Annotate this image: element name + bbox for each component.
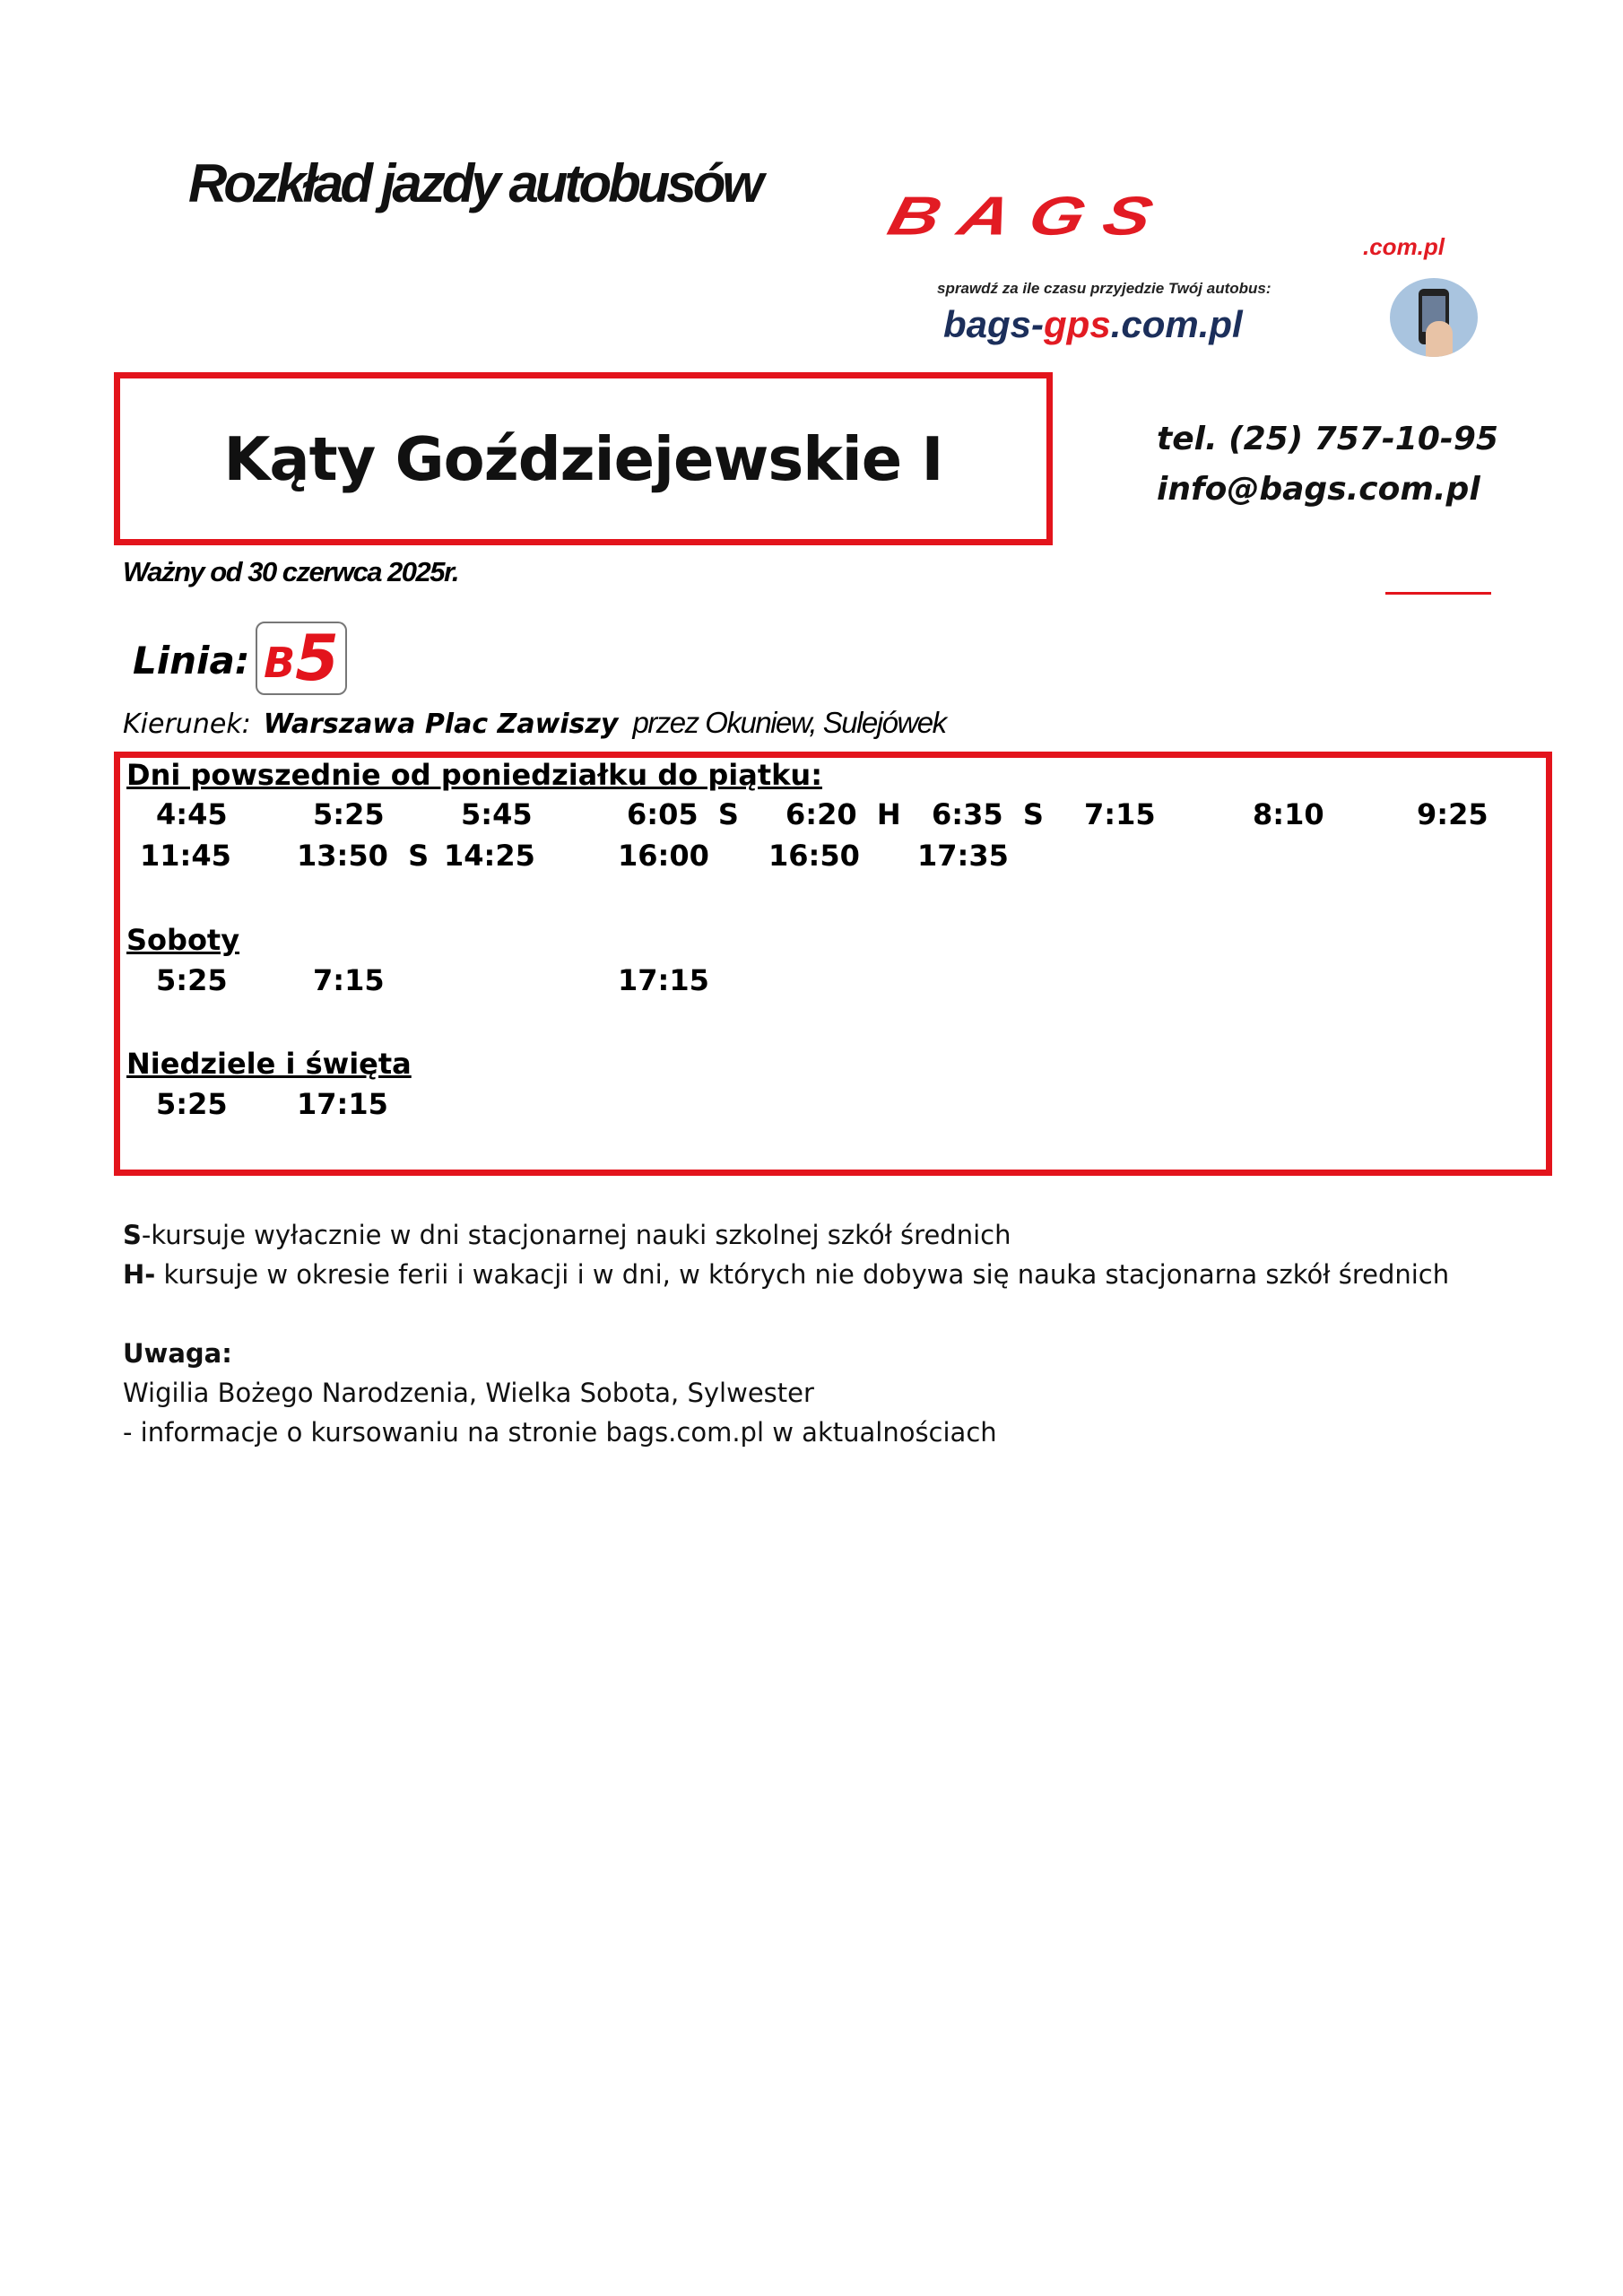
departure-time: 6:35 S	[932, 797, 1044, 831]
direction	[123, 706, 946, 740]
departure-time: 14:25	[444, 839, 535, 873]
contact-info	[1157, 414, 1498, 515]
phone-icon	[1390, 278, 1478, 357]
stop-name-box	[114, 372, 1053, 545]
logo-gps-part1: bags-	[943, 303, 1045, 345]
departure-time: 16:00	[618, 839, 709, 873]
departure-time: 8:10	[1253, 797, 1324, 831]
departure-time: 6:05 S	[627, 797, 739, 831]
line-badge-letter: B	[264, 639, 296, 687]
contact-phone: tel. (25) 757-10-95	[1157, 421, 1498, 457]
remark-line-2: - informacje o kursowaniu na stronie bags.com.pl w aktualnościach	[123, 1417, 997, 1448]
departure-time: 17:35	[917, 839, 1009, 873]
valid-from: Ważny od 30 czerwca 2025r.	[123, 556, 458, 587]
note-s-text: -kursuje wyłacznie w dni stacjonarnej nauki szkolnej szkół średnich	[141, 1220, 1011, 1250]
departure-time: 6:20 H	[785, 797, 901, 831]
departure-time: 5:45	[461, 797, 533, 831]
departure-time: 5:25	[313, 797, 385, 831]
direction-destination: Warszawa Plac Zawiszy	[263, 709, 619, 740]
line-label: Linia:	[133, 639, 250, 683]
departure-time: 7:15	[313, 963, 385, 997]
departure-time: 9:25	[1417, 797, 1488, 831]
departure-time: 5:25	[156, 1087, 228, 1121]
line-badge	[256, 622, 347, 695]
note-s-key: S	[123, 1220, 142, 1250]
document-title: Rozkład jazdy autobusów	[188, 153, 761, 213]
departure-time: 4:45	[156, 797, 228, 831]
departure-time: 17:15	[297, 1087, 388, 1121]
logo-gps-part2: gps	[1044, 303, 1111, 345]
note-h-key: H-	[123, 1259, 156, 1290]
stop-name: Kąty Goździejewskie I	[223, 423, 943, 494]
sundays-title: Niedziele i święta	[126, 1047, 412, 1081]
saturdays-title: Soboty	[126, 923, 240, 957]
logo-gps-part3: .com.pl	[1110, 303, 1243, 345]
bags-logo	[881, 185, 1524, 368]
departure-time: 5:25	[156, 963, 228, 997]
note-s	[123, 1215, 1449, 1255]
remark-line-1: Wigilia Bożego Narodzenia, Wielka Sobota, Sylwester	[123, 1378, 814, 1408]
direction-via: przez Okuniew, Sulejówek	[632, 706, 946, 739]
departure-time: 7:15	[1084, 797, 1156, 831]
direction-label: Kierunek:	[123, 709, 251, 740]
remark-title: Uwaga:	[123, 1338, 232, 1369]
departure-time: 11:45	[140, 839, 231, 873]
contact-email: info@bags.com.pl	[1157, 471, 1480, 508]
red-divider	[1385, 592, 1491, 595]
logo-gps-url	[943, 303, 1243, 346]
note-h-text: kursuje w okresie ferii i wakacji i w dni, w których nie dobywa się nauka stacjonarna szkół średnich	[155, 1259, 1450, 1290]
logo-tagline: sprawdź za ile czasu przyjedzie Twój autobus:	[937, 280, 1271, 297]
departure-time: 17:15	[618, 963, 709, 997]
notes	[123, 1215, 1449, 1452]
weekdays-title: Dni powszednie od poniedziałku do piątku:	[126, 758, 822, 792]
logo-domain: .com.pl	[1363, 233, 1445, 260]
note-h	[123, 1255, 1449, 1294]
schedule-box	[114, 752, 1552, 1176]
logo-brand: BAGS	[881, 185, 1179, 247]
departure-time: 16:50	[768, 839, 860, 873]
departure-time: 13:50 S	[297, 839, 430, 873]
line-badge-number: 5	[295, 622, 339, 695]
